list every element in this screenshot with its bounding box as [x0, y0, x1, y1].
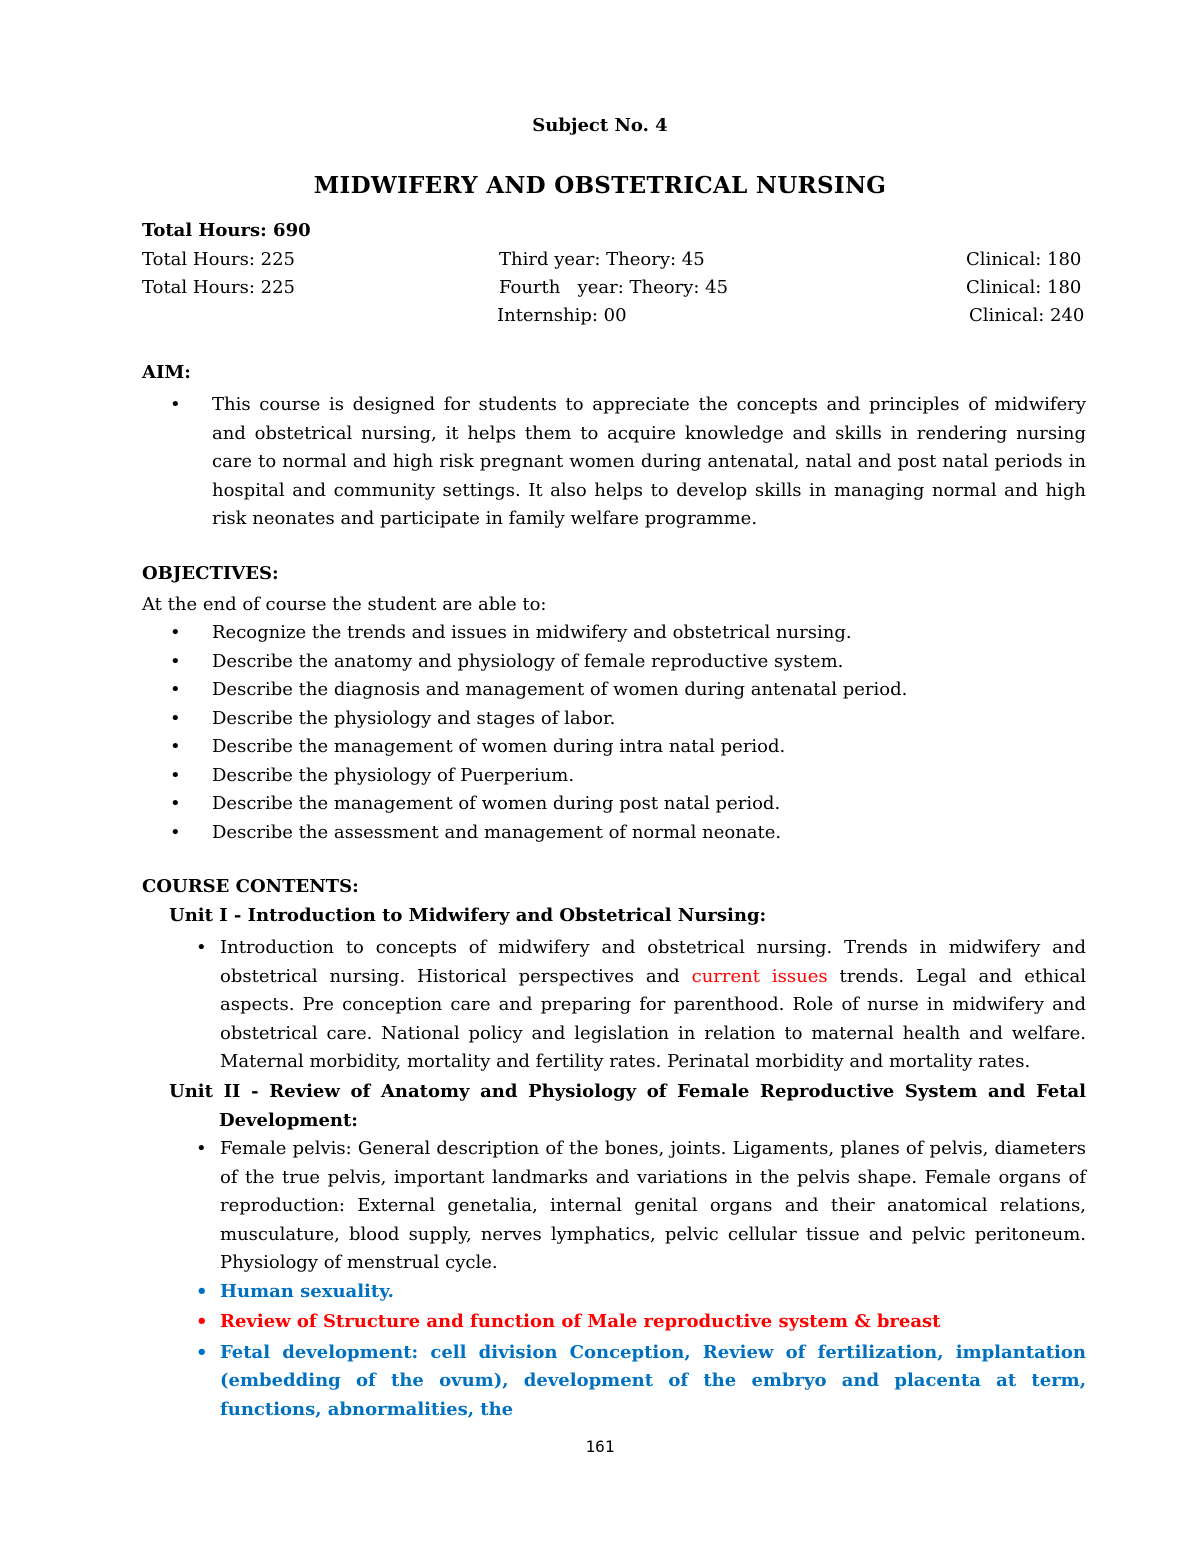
- bullet-icon: •: [196, 1311, 208, 1332]
- bullet-icon: •: [170, 394, 181, 415]
- list-item: [196, 934, 1087, 1077]
- list-item: • Describe the management of women during intra natal period.: [212, 733, 1086, 762]
- list-item: • Describe the physiology of Puerperium.: [212, 762, 1086, 791]
- hours-row-1-col2: Third year: Theory: 45: [499, 249, 705, 270]
- bullet-icon: •: [170, 650, 181, 672]
- objectives-heading: OBJECTIVES:: [142, 563, 279, 584]
- aim-heading: AIM:: [142, 362, 191, 383]
- bullet-icon: •: [196, 1280, 208, 1302]
- bullet-icon: •: [170, 707, 181, 729]
- unit-2-list: [196, 1135, 1086, 1424]
- hours-row-3-col2: Internship: 00: [497, 305, 627, 326]
- list-item: • Human sexuality.: [220, 1278, 1086, 1307]
- hours-row-2-col1: Total Hours: 225: [142, 277, 295, 298]
- unit-2-title: Unit II - Review of Anatomy and Physiology of Female Reproductive System and Fetal Development:: [169, 1081, 1086, 1131]
- page-number: 161: [585, 1437, 615, 1456]
- aim-list: [170, 391, 1086, 534]
- objectives-intro: At the end of course the student are able to:: [142, 594, 547, 615]
- objectives-list: [170, 619, 1086, 847]
- list-item: • Describe the diagnosis and management of women during antenatal period.: [212, 676, 1086, 705]
- hours-row-1-col3: Clinical: 180: [966, 249, 1082, 270]
- list-item: • Describe the anatomy and physiology of female reproductive system.: [212, 648, 1086, 677]
- aim-text: This course is designed for students to appreciate the concepts and principles of midwifery and obstetrical nursing, it helps them to acquire knowledge and skills in rendering nursing care to normal and high risk pregnant women during antenatal, natal and post natal periods in hospital and community settings. It also helps to develop skills in managing normal and high risk neonates and participate in family welfare programme.: [212, 394, 1086, 529]
- page-title: MIDWIFERY AND OBSTETRICAL NURSING: [313, 172, 887, 199]
- list-item: • Female pelvis: General description of the bones, joints. Ligaments, planes of pelvis, diameters of the true pelvis, important landmarks and variations in the pelvis shape. Female organs of reproduction: External genetalia, internal genital organs and their anatomical relations, musculature, blood supply, nerves lymphatics, pelvic cellular tissue and pelvic peritoneum. Physiology of menstrual cycle.: [220, 1135, 1086, 1278]
- highlight-current-issues: current issues: [691, 965, 828, 987]
- bullet-icon: •: [170, 764, 181, 786]
- total-hours: Total Hours: 690: [142, 220, 311, 241]
- list-item: • Recognize the trends and issues in midwifery and obstetrical nursing.: [212, 619, 1086, 648]
- subject-number: Subject No. 4: [532, 115, 668, 136]
- bullet-icon: •: [196, 1138, 207, 1159]
- hours-row-3-col3: Clinical: 240: [969, 305, 1085, 326]
- bullet-icon: •: [170, 622, 181, 643]
- course-contents-heading: COURSE CONTENTS:: [142, 876, 359, 897]
- bullet-icon: •: [170, 679, 181, 700]
- unit-1-list: [196, 934, 1087, 1077]
- hours-row-2-col3: Clinical: 180: [966, 277, 1082, 298]
- unit-1-text: Introduction to concepts of midwifery and obstetrical nursing. Trends in midwifery and obstetrical nursing. Historical perspectives and current issues trends. Legal and ethical aspects. Pre conception care and preparing for parenthood. Role of nurse in midwifery and obstetrical care. National policy and legislation in relation to maternal health and welfare. Maternal morbidity, mortality and fertility rates. Perinatal morbidity and mortality rates.: [220, 937, 1087, 1072]
- bullet-icon: •: [170, 736, 181, 757]
- list-item: • Review of Structure and function of Male reproductive system & breast: [220, 1308, 1086, 1337]
- list-item: [170, 391, 1086, 534]
- list-item: • Fetal development: cell division Conception, Review of fertilization, implantation (embedding of the ovum), development of the embryo and placenta at term, functions, abnormalities, the: [220, 1339, 1086, 1425]
- unit-1-title: Unit I - Introduction to Midwifery and Obstetrical Nursing:: [169, 905, 767, 926]
- list-item: • Describe the management of women during post natal period.: [212, 790, 1086, 819]
- hours-row-1-col1: Total Hours: 225: [142, 249, 295, 270]
- bullet-icon: •: [196, 937, 207, 958]
- bullet-icon: •: [170, 793, 181, 814]
- list-item: • Describe the physiology and stages of labor.: [212, 705, 1086, 734]
- bullet-icon: •: [170, 821, 181, 843]
- bullet-icon: •: [196, 1341, 208, 1363]
- hours-row-2-col2: Fourth year: Theory: 45: [499, 277, 729, 298]
- list-item: • Describe the assessment and management of normal neonate.: [212, 819, 1086, 848]
